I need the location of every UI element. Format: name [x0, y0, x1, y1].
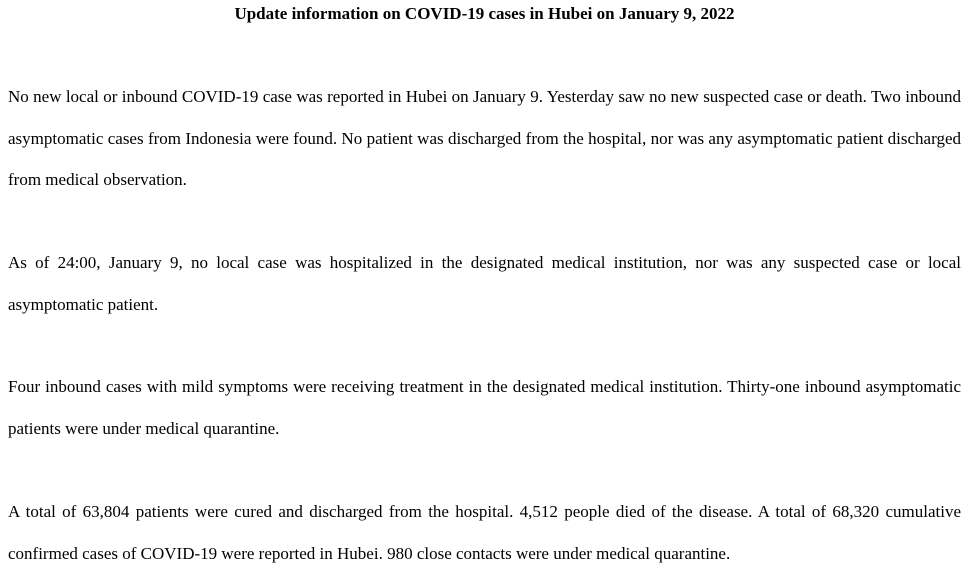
paragraph-new-cases: No new local or inbound COVID-19 case was reported in Hubei on January 9. Yesterday saw no new suspected case or death. Two inbound asymptomatic cases from Indonesia were found. No patient was discharged from the hospital, nor was any asymptomatic patient discharged from medical observation. — [8, 87, 961, 189]
document-title: Update information on COVID-19 cases in Hubei on January 9, 2022 — [234, 4, 735, 23]
paragraph-inbound-treatment: Four inbound cases with mild symptoms were receiving treatment in the designated medical institution. Thirty-one inbound asymptomatic patients were under medical quarantine. — [8, 377, 961, 438]
paragraph-hospitalization-status: As of 24:00, January 9, no local case was hospitalized in the designated medical institution, nor was any suspected case or local asymptomatic patient. — [8, 253, 961, 314]
paragraph-cumulative-totals: A total of 63,804 patients were cured and discharged from the hospital. 4,512 people died of the disease. A total of 68,320 cumulative confirmed cases of COVID-19 were reported in Hubei. 980 close contacts were under medical quarantine. — [8, 502, 961, 563]
